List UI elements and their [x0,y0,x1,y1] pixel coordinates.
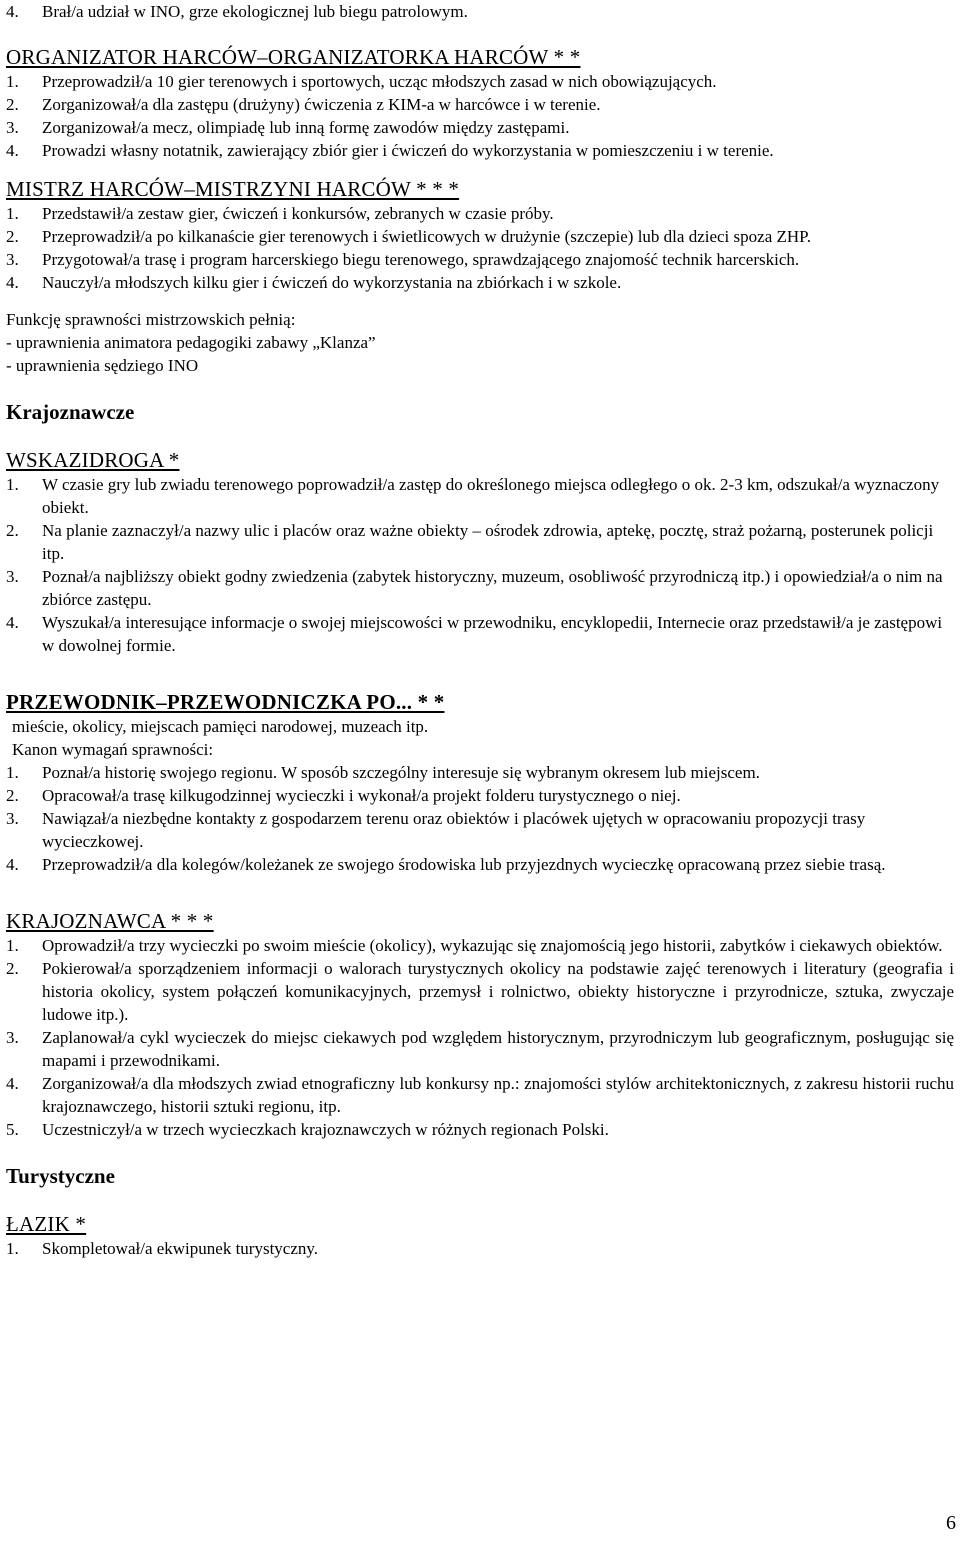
krajoznawca-list [6,934,954,1141]
organizator-list [6,70,954,162]
mistrz-list [6,202,954,294]
list-item: 1. Przedstawił/a zestaw gier, ćwiczeń i konkursów, zebranych w czasie próby. [6,204,554,223]
przewodnik-subtitle: mieście, okolicy, miejscach pamięci narodowej, muzeach itp. [12,717,429,736]
lazik-list [6,1237,954,1260]
section-title-turystyczne: Turystyczne [6,1164,115,1188]
badge-heading-lazik: ŁAZIK * [6,1212,87,1236]
list-item: 4. Brał/a udział w INO, grze ekologicznej lub biegu patrolowym. [6,2,468,21]
list-item: 4. Zorganizował/a dla młodszych zwiad etnograficzny lub konkursy np.: znajomości stylów architektonicznych, z zakresu historii ruchu krajoznawczego, historii sztuki regionu, itp. [6,1074,954,1116]
page-number: 6 [946,1512,956,1534]
list-item: 2. Pokierował/a sporządzeniem informacji o walorach turystycznych okolicy na podstawie zajęć terenowych i literatury (geografia i historia okolicy, system połączeń komunikacyjnych, przemysł i rolnictwo, obiekty historyczne i przyrodnicze, sztuka, zwyczaje ludowe itp.). [6,959,954,1024]
list-item: 1. Oprowadził/a trzy wycieczki po swoim mieście (okolicy), wykazując się znajomością jego historii, zabytków i ciekawych obiektów. [6,936,943,955]
przewodnik-canon-label: Kanon wymagań sprawności: [12,740,214,759]
badge-heading-mistrz: MISTRZ HARCÓW–MISTRZYNI HARCÓW * * * [6,177,460,201]
list-item: 1. W czasie gry lub zwiadu terenowego poprowadził/a zastęp do określonego miejsca odległego o ok. 2-3 km, odszukał/a wyznaczony obiekt. [6,475,940,517]
list-item: 1. Poznał/a historię swojego regionu. W sposób szczególny interesuje się wybranym okresem lub miejscem. [6,763,760,782]
badge-heading-wskazidroga: WSKAZIDROGA * [6,448,180,472]
list-item: 2. Zorganizował/a dla zastępu (drużyny) ćwiczenia z KIM-a w harcówce i w terenie. [6,95,601,114]
list-item: 3. Poznał/a najbliższy obiekt godny zwiedzenia (zabytek historyczny, muzeum, osobliwość przyrodniczą itp.) i opowiedział/a o nim na zbiórce zastępu. [6,567,943,609]
list-item: 1. Skompletował/a ekwipunek turystyczny. [6,1239,319,1258]
wskazidroga-list [6,473,954,657]
list-item: 3. Zaplanował/a cykl wycieczek do miejsc ciekawych pod względem historycznym, przyrodniczym lub geograficznym, posługując się mapami i przewodnikami. [6,1028,954,1070]
list-item: 4. Wyszukał/a interesujące informacje o swojej miejscowości w przewodniku, encyklopedii, Internecie oraz przedstawił/a je zastępowi w dowolnej formie. [6,613,943,655]
functions-note: Funkcję sprawności mistrzowskich pełnią: - uprawnienia animatora pedagogiki zabawy „Klanza” - uprawnienia sędziego INO [6,310,376,375]
przewodnik-list [6,761,954,876]
list-item: 2. Opracował/a trasę kilkugodzinnej wycieczki i wykonał/a projekt folderu turystycznego o niej. [6,786,681,805]
document-page [6,0,954,1260]
list-item: 3. Zorganizował/a mecz, olimpiadę lub inną formę zawodów między zastępami. [6,118,570,137]
list-item: 4. Przeprowadził/a dla kolegów/koleżanek ze swojego środowiska lub przyjezdnych wycieczkę opracowaną przez siebie trasą. [6,855,886,874]
badge-heading-organizator: ORGANIZATOR HARCÓW–ORGANIZATORKA HARCÓW * * [6,45,581,69]
section-title-krajoznawcze: Krajoznawcze [6,400,135,424]
list-item: 2. Na planie zaznaczył/a nazwy ulic i placów oraz ważne obiekty – ośrodek zdrowia, aptekę, pocztę, straż pożarną, posterunek policji itp. [6,521,934,563]
list-item: 3. Nawiązał/a niezbędne kontakty z gospodarzem terenu oraz obiektów i placówek ujętych w opracowaniu propozycji trasy wycieczkowej. [6,809,866,851]
list-item: 3. Przygotował/a trasę i program harcerskiego biegu terenowego, sprawdzającego znajomość technik harcerskich. [6,250,800,269]
badge-heading-krajoznawca: KRAJOZNAWCA * * * [6,909,214,933]
list-item: 1. Przeprowadził/a 10 gier terenowych i sportowych, ucząc młodszych zasad w nich obowiązujących. [6,72,717,91]
list-item: 5. Uczestniczył/a w trzech wycieczkach krajoznawczych w różnych regionach Polski. [6,1120,609,1139]
list-item: 2. Przeprowadził/a po kilkanaście gier terenowych i świetlicowych w drużynie (szczepie) lub dla dzieci spoza ZHP. [6,227,811,246]
list-item: 4. Nauczył/a młodszych kilku gier i ćwiczeń do wykorzystania na zbiórkach i w szkole. [6,273,622,292]
badge-heading-przewodnik: PRZEWODNIK–PRZEWODNICZKA PO... * * [6,690,445,714]
list-item: 4. Prowadzi własny notatnik, zawierający zbiór gier i ćwiczeń do wykorzystania w pomieszczeniu i w terenie. [6,141,774,160]
